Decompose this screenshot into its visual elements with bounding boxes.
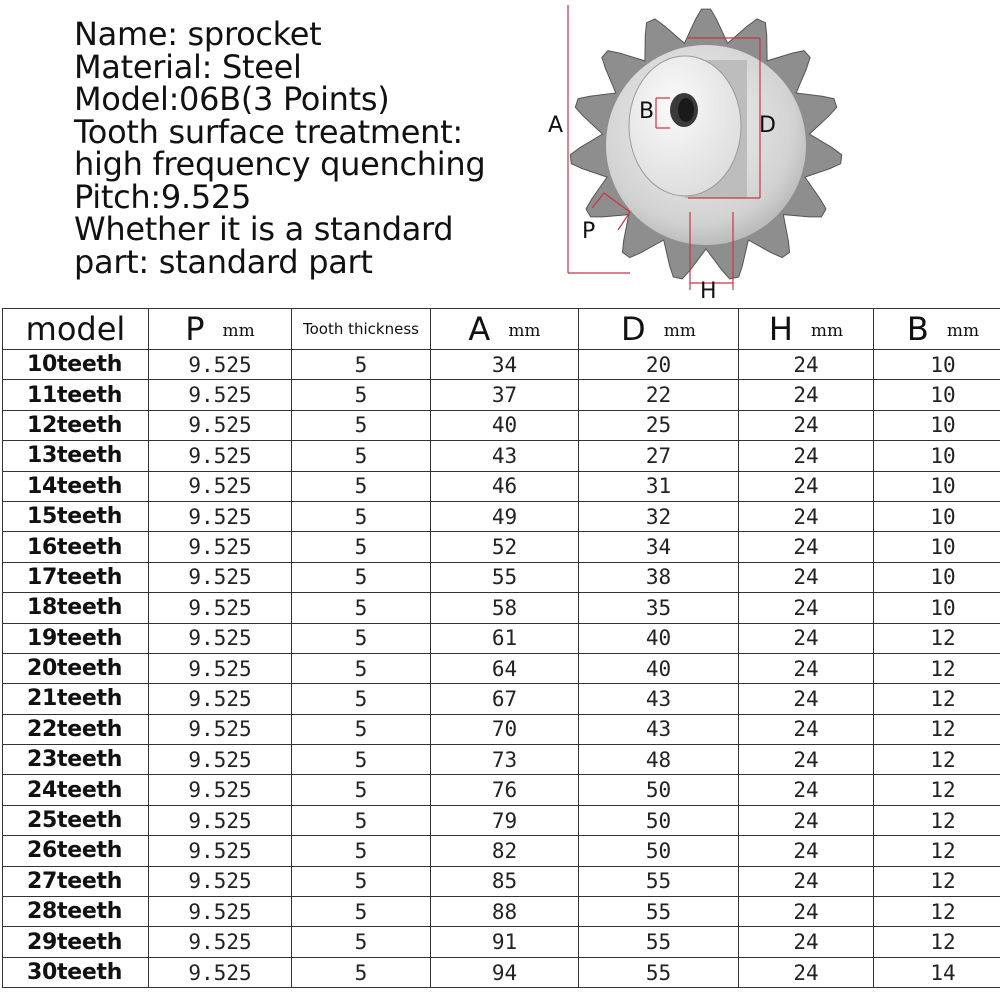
sprocket-drawing <box>540 0 1000 300</box>
cell-d: 55 <box>579 897 739 927</box>
table-row <box>3 775 1000 805</box>
table-row <box>3 441 1000 471</box>
cell-h: 24 <box>739 410 874 440</box>
cell-b: 12 <box>874 745 1000 775</box>
cell-a: 40 <box>431 410 579 440</box>
cell-model: 22teeth <box>3 714 149 744</box>
dim-label-h: H <box>700 279 717 300</box>
cell-a: 34 <box>431 350 579 380</box>
cell-h: 24 <box>739 501 874 531</box>
cell-d: 50 <box>579 836 739 866</box>
spec-name: Name: sprocket <box>74 15 322 53</box>
cell-model: 10teeth <box>3 350 149 380</box>
header-tooth-thickness-label: Tooth thickness <box>303 320 419 338</box>
cell-pitch: 9.525 <box>149 562 292 592</box>
spec-treatment-value: high frequency quenching <box>74 145 486 183</box>
spec-standard-value: part: standard part <box>74 242 373 281</box>
table-row <box>3 805 1000 835</box>
cell-d: 32 <box>579 501 739 531</box>
cell-d: 43 <box>579 684 739 714</box>
header-p-label: P <box>185 310 205 348</box>
cell-tooth-thickness: 5 <box>292 441 431 471</box>
cell-tooth-thickness: 5 <box>292 471 431 501</box>
cell-model: 16teeth <box>3 532 149 562</box>
cell-b: 12 <box>874 653 1000 683</box>
header-p-unit: mm <box>222 321 255 341</box>
cell-h: 24 <box>739 532 874 562</box>
cell-tooth-thickness: 5 <box>292 866 431 896</box>
cell-a: 55 <box>431 562 579 592</box>
cell-a: 94 <box>431 957 579 987</box>
cell-a: 82 <box>431 836 579 866</box>
cell-d: 22 <box>579 380 739 410</box>
cell-b: 10 <box>874 350 1000 380</box>
table-row <box>3 927 1000 957</box>
cell-b: 12 <box>874 836 1000 866</box>
table-row <box>3 714 1000 744</box>
table-row <box>3 532 1000 562</box>
cell-model: 30teeth <box>3 957 149 987</box>
cell-pitch: 9.525 <box>149 897 292 927</box>
table-row <box>3 836 1000 866</box>
spec-standard-label: Whether it is a standard <box>74 210 454 248</box>
cell-pitch: 9.525 <box>149 350 292 380</box>
cell-model: 21teeth <box>3 684 149 714</box>
cell-b: 14 <box>874 957 1000 987</box>
cell-a: 70 <box>431 714 579 744</box>
cell-d: 40 <box>579 653 739 683</box>
cell-b: 12 <box>874 684 1000 714</box>
cell-d: 50 <box>579 805 739 835</box>
table-row <box>3 957 1000 987</box>
cell-model: 26teeth <box>3 836 149 866</box>
cell-tooth-thickness: 5 <box>292 745 431 775</box>
cell-tooth-thickness: 5 <box>292 805 431 835</box>
cell-d: 50 <box>579 775 739 805</box>
cell-a: 73 <box>431 745 579 775</box>
cell-h: 24 <box>739 775 874 805</box>
cell-h: 24 <box>739 653 874 683</box>
dim-label-b: B <box>639 99 655 124</box>
table-row <box>3 897 1000 927</box>
cell-model: 14teeth <box>3 471 149 501</box>
cell-pitch: 9.525 <box>149 623 292 653</box>
cell-tooth-thickness: 5 <box>292 532 431 562</box>
cell-pitch: 9.525 <box>149 714 292 744</box>
cell-b: 12 <box>874 623 1000 653</box>
cell-pitch: 9.525 <box>149 684 292 714</box>
cell-b: 10 <box>874 441 1000 471</box>
table-row <box>3 501 1000 531</box>
cell-pitch: 9.525 <box>149 866 292 896</box>
table-row <box>3 350 1000 380</box>
table-row <box>3 410 1000 440</box>
cell-b: 12 <box>874 897 1000 927</box>
cell-model: 29teeth <box>3 927 149 957</box>
cell-model: 25teeth <box>3 805 149 835</box>
spec-material: Material: Steel <box>74 47 302 86</box>
cell-b: 10 <box>874 501 1000 531</box>
cell-d: 25 <box>579 410 739 440</box>
cell-pitch: 9.525 <box>149 441 292 471</box>
cell-b: 10 <box>874 593 1000 623</box>
cell-h: 24 <box>739 441 874 471</box>
cell-pitch: 9.525 <box>149 745 292 775</box>
header-d <box>579 309 739 350</box>
header-h-unit: mm <box>810 321 844 341</box>
cell-h: 24 <box>739 805 874 835</box>
spec-pitch: Pitch:9.525 <box>74 177 251 216</box>
cell-h: 24 <box>739 745 874 775</box>
cell-model: 27teeth <box>3 866 149 896</box>
header-h-label: H <box>768 310 793 348</box>
cell-model: 23teeth <box>3 745 149 775</box>
cell-tooth-thickness: 5 <box>292 653 431 683</box>
cell-tooth-thickness: 5 <box>292 897 431 927</box>
cell-tooth-thickness: 5 <box>292 562 431 592</box>
table-row <box>3 562 1000 592</box>
sprocket-diagram <box>540 0 1000 300</box>
cell-tooth-thickness: 5 <box>292 684 431 714</box>
cell-d: 55 <box>579 927 739 957</box>
cell-model: 24teeth <box>3 775 149 805</box>
dim-label-d: D <box>759 113 776 138</box>
cell-model: 11teeth <box>3 380 149 410</box>
dim-label-p: P <box>582 219 596 244</box>
cell-b: 12 <box>874 775 1000 805</box>
cell-pitch: 9.525 <box>149 501 292 531</box>
cell-b: 12 <box>874 805 1000 835</box>
cell-a: 76 <box>431 775 579 805</box>
header-b <box>874 309 1000 350</box>
cell-h: 24 <box>739 836 874 866</box>
cell-d: 48 <box>579 745 739 775</box>
cell-d: 31 <box>579 471 739 501</box>
spec-treatment-label: Tooth surface treatment: <box>74 112 463 151</box>
cell-tooth-thickness: 5 <box>292 623 431 653</box>
cell-pitch: 9.525 <box>149 471 292 501</box>
header-a <box>431 309 579 350</box>
cell-tooth-thickness: 5 <box>292 714 431 744</box>
cell-h: 24 <box>739 714 874 744</box>
cell-h: 24 <box>739 957 874 987</box>
cell-model: 15teeth <box>3 501 149 531</box>
cell-pitch: 9.525 <box>149 410 292 440</box>
cell-tooth-thickness: 5 <box>292 593 431 623</box>
cell-b: 10 <box>874 410 1000 440</box>
bore-inner <box>678 98 694 122</box>
cell-b: 12 <box>874 714 1000 744</box>
cell-pitch: 9.525 <box>149 957 292 987</box>
cell-a: 43 <box>431 441 579 471</box>
cell-model: 19teeth <box>3 623 149 653</box>
cell-d: 55 <box>579 957 739 987</box>
cell-h: 24 <box>739 623 874 653</box>
cell-model: 17teeth <box>3 562 149 592</box>
table-row <box>3 866 1000 896</box>
cell-pitch: 9.525 <box>149 927 292 957</box>
cell-d: 40 <box>579 623 739 653</box>
cell-d: 43 <box>579 714 739 744</box>
cell-pitch: 9.525 <box>149 593 292 623</box>
cell-b: 10 <box>874 471 1000 501</box>
cell-model: 20teeth <box>3 653 149 683</box>
table-row <box>3 745 1000 775</box>
cell-a: 88 <box>431 897 579 927</box>
cell-tooth-thickness: 5 <box>292 410 431 440</box>
header-a-label: A <box>468 310 491 348</box>
cell-h: 24 <box>739 927 874 957</box>
cell-model: 28teeth <box>3 897 149 927</box>
cell-a: 37 <box>431 380 579 410</box>
spec-model: Model:06B(3 Points) <box>74 80 390 118</box>
specification-table <box>2 308 1000 988</box>
header-h <box>739 309 874 350</box>
header-p <box>149 309 292 350</box>
header-b-label: B <box>906 310 929 348</box>
header-tooth-thickness <box>292 309 431 350</box>
cell-d: 20 <box>579 350 739 380</box>
cell-tooth-thickness: 5 <box>292 775 431 805</box>
cell-pitch: 9.525 <box>149 653 292 683</box>
cell-a: 85 <box>431 866 579 896</box>
cell-tooth-thickness: 5 <box>292 501 431 531</box>
table-row <box>3 593 1000 623</box>
cell-tooth-thickness: 5 <box>292 927 431 957</box>
cell-h: 24 <box>739 593 874 623</box>
cell-a: 46 <box>431 471 579 501</box>
cell-a: 58 <box>431 593 579 623</box>
cell-h: 24 <box>739 684 874 714</box>
cell-tooth-thickness: 5 <box>292 350 431 380</box>
cell-pitch: 9.525 <box>149 380 292 410</box>
cell-h: 24 <box>739 897 874 927</box>
cell-a: 64 <box>431 653 579 683</box>
cell-h: 24 <box>739 380 874 410</box>
cell-b: 10 <box>874 532 1000 562</box>
cell-model: 12teeth <box>3 410 149 440</box>
table-body <box>3 350 1000 988</box>
table-row <box>3 471 1000 501</box>
cell-b: 12 <box>874 927 1000 957</box>
table-header-row <box>3 309 1000 350</box>
cell-tooth-thickness: 5 <box>292 380 431 410</box>
header-d-unit: mm <box>663 321 696 341</box>
table-row <box>3 684 1000 714</box>
table-row <box>3 623 1000 653</box>
dim-label-a: A <box>548 113 564 138</box>
table-row <box>3 653 1000 683</box>
cell-a: 52 <box>431 532 579 562</box>
cell-tooth-thickness: 5 <box>292 957 431 987</box>
table-row <box>3 380 1000 410</box>
cell-d: 55 <box>579 866 739 896</box>
cell-b: 12 <box>874 866 1000 896</box>
cell-h: 24 <box>739 866 874 896</box>
header-model <box>3 309 149 350</box>
cell-pitch: 9.525 <box>149 836 292 866</box>
cell-a: 61 <box>431 623 579 653</box>
header-model-label: model <box>25 310 126 348</box>
header-d-label: D <box>621 310 646 348</box>
cell-pitch: 9.525 <box>149 775 292 805</box>
cell-d: 35 <box>579 593 739 623</box>
cell-a: 79 <box>431 805 579 835</box>
cell-b: 10 <box>874 380 1000 410</box>
cell-b: 10 <box>874 562 1000 592</box>
cell-a: 49 <box>431 501 579 531</box>
header-b-unit: mm <box>946 321 980 341</box>
cell-tooth-thickness: 5 <box>292 836 431 866</box>
cell-h: 24 <box>739 471 874 501</box>
cell-pitch: 9.525 <box>149 805 292 835</box>
cell-d: 27 <box>579 441 739 471</box>
header-a-unit: mm <box>508 321 541 341</box>
cell-model: 18teeth <box>3 593 149 623</box>
spec-list <box>74 15 594 281</box>
cell-pitch: 9.525 <box>149 532 292 562</box>
cell-h: 24 <box>739 562 874 592</box>
cell-d: 34 <box>579 532 739 562</box>
cell-a: 91 <box>431 927 579 957</box>
cell-h: 24 <box>739 350 874 380</box>
cell-d: 38 <box>579 562 739 592</box>
cell-a: 67 <box>431 684 579 714</box>
cell-model: 13teeth <box>3 441 149 471</box>
